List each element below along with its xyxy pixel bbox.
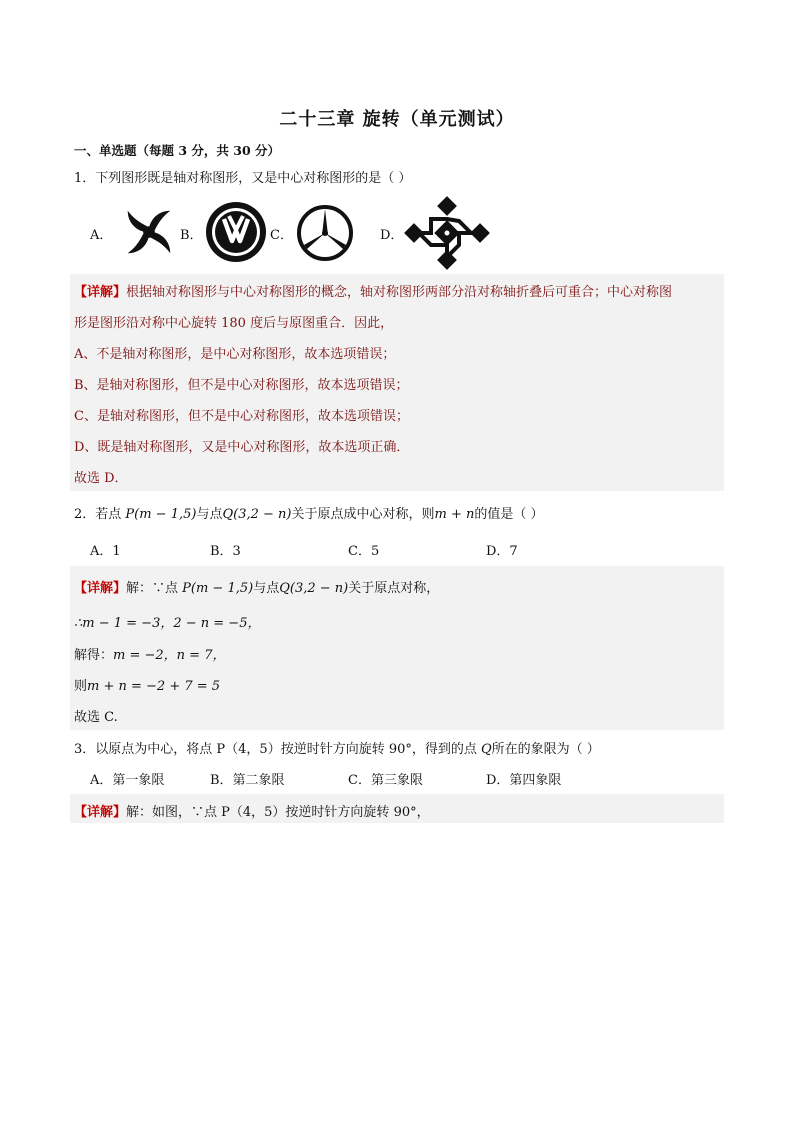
q2-detail-conclusion: 故选 C.: [74, 710, 118, 725]
q2-detail-block: [70, 566, 724, 730]
q2-detail-line-2: ∴m − 1 = −3，2 − n = −5，: [74, 616, 261, 631]
q2-option-c: C．5: [348, 544, 380, 559]
detail-tag: 【详解】: [74, 805, 127, 820]
q2-option-b: B．3: [210, 544, 241, 559]
q2-detail-line-1: 【详解】解：∵点 P(m − 1,5)与点Q(3,2 − n)关于原点对称，: [74, 581, 440, 596]
detail-tag: 【详解】: [74, 285, 127, 300]
vw-logo-icon: [205, 201, 267, 267]
q1-detail-option-a: A、不是轴对称图形，是中心对称图形，故本选项错误；: [74, 347, 396, 362]
pinwheel-logo-icon: [120, 203, 178, 265]
page-title: 二十三章 旋转（单元测试）: [279, 109, 515, 130]
q2-detail-line-4: 则m + n = −2 + 7 = 5: [74, 679, 221, 694]
q3-option-d: D．第四象限: [486, 773, 562, 788]
q3-detail-line-1: 【详解】解：如图，∵点 P（4，5）按逆时针方向旋转 90°，: [74, 805, 430, 820]
q2-option-d: D．7: [486, 544, 518, 559]
q1-detail-conclusion: 故选 D．: [74, 471, 128, 486]
q1-option-d-label: D．: [380, 228, 404, 243]
q2-detail-line-3: 解得：m = −2，n = 7，: [74, 648, 226, 663]
q1-detail-option-d: D、既是轴对称图形，又是中心对称图形，故本选项正确．: [74, 440, 410, 455]
detail-tag: 【详解】: [74, 581, 127, 596]
q1-option-a-label: A．: [90, 228, 113, 243]
q1-detail-option-c: C、是轴对称图形，但不是中心对称图形，故本选项错误；: [74, 409, 409, 424]
mercedes-logo-icon: [296, 204, 354, 266]
section-heading: 一、单选题（每题 3 分，共 30 分）: [74, 143, 281, 158]
question-3-stem: 3．以原点为中心，将点 P（4，5）按逆时针方向旋转 90°，得到的点 Q所在的象限为（ ）: [74, 742, 600, 757]
q3-option-c: C．第三象限: [348, 773, 423, 788]
q1-detail-line-1: 【详解】根据轴对称图形与中心对称图形的概念，轴对称图形两部分沿对称轴折叠后可重合；中心对称图: [74, 285, 673, 300]
q1-detail-line-2: 形是图形沿对称中心旋转 180 度后与原图重合．因此，: [74, 316, 394, 331]
q3-detail-block: [70, 794, 724, 823]
q3-option-b: B．第二象限: [210, 773, 285, 788]
q2-option-a: A．1: [90, 544, 121, 559]
question-2-stem: 2．若点 P(m − 1,5)与点Q(3,2 − n)关于原点成中心对称，则m + n的值是（ ）: [74, 507, 544, 522]
q1-option-c-label: C．: [270, 228, 293, 243]
q1-option-b-label: B．: [180, 228, 203, 243]
diamond-knot-icon: [404, 196, 490, 274]
question-1-stem: 1．下列图形既是轴对称图形，又是中心对称图形的是（ ）: [74, 171, 412, 186]
q1-detail-block: [70, 274, 724, 491]
q1-detail-option-b: B、是轴对称图形，但不是中心对称图形，故本选项错误；: [74, 378, 409, 393]
q3-option-a: A．第一象限: [90, 773, 165, 788]
